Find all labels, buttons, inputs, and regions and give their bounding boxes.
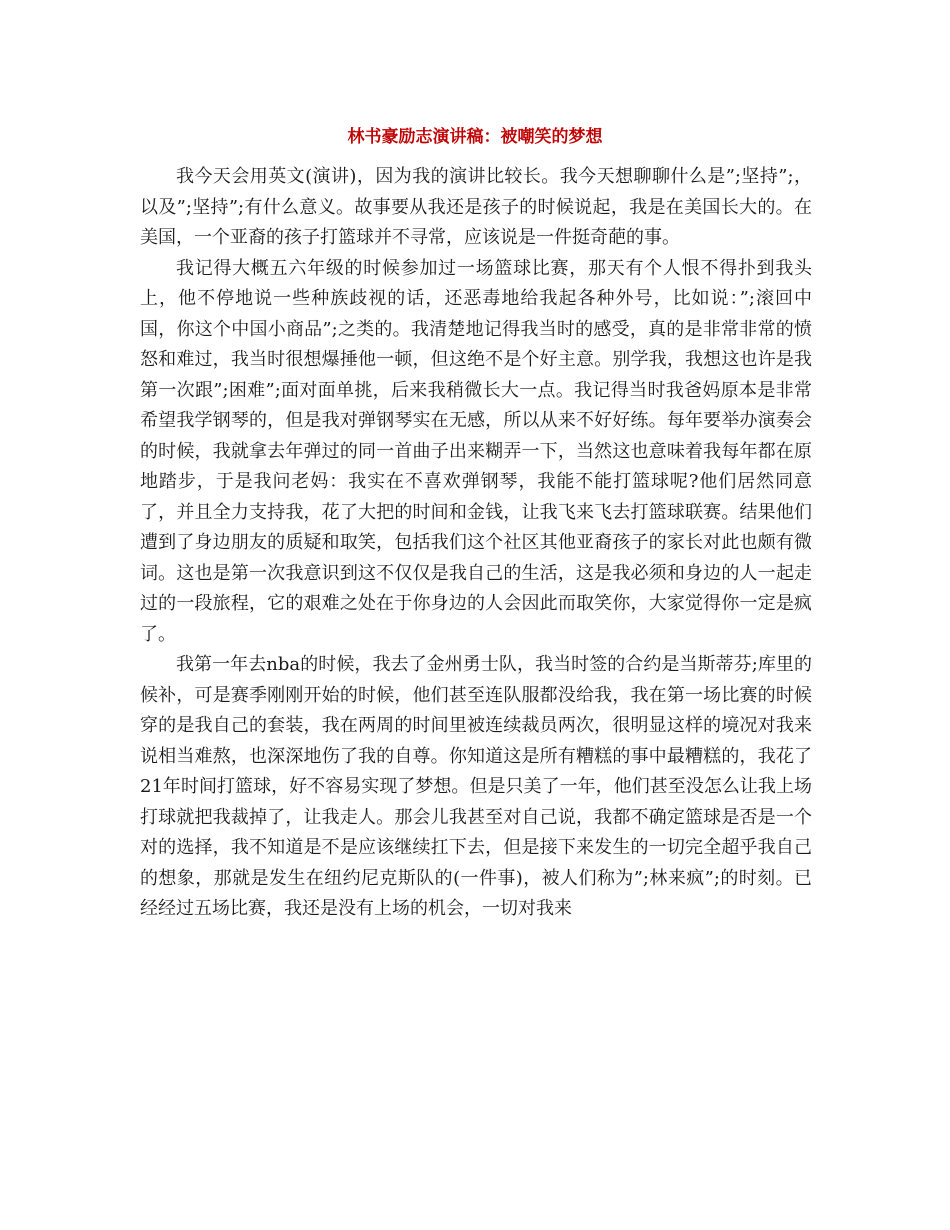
paragraph-3: 我第一年去nba的时候，我去了金州勇士队，我当时签的合约是当斯蒂芬;库里的候补，可是赛季刚刚开始的时候，他们甚至连队服都没给我，我在第一场比赛的时候穿的是我自己的套装，我在两周的时间里被连续裁员两次，很明显这样的境况对我来说相当难熬，也深深地伤了我的自尊。你知道这是所有糟糕的事中最糟糕的，我花了21年时间打篮球，好不容易实现了梦想。但是只美了一年，他们甚至没怎么让我上场打球就把我裁掉了，让我走人。那会儿我甚至对自己说，我都不确定篮球是否是一个对的选择，我不知道是不是应该继续扛下去，但是接下来发生的一切完全超乎我自己的想象，那就是发生在纽约尼克斯队的(一件事)，被人们称为”;林来疯”;的时刻。已经经过五场比赛，我还是没有上场的机会，一切对我来	[140, 654, 812, 919]
paragraph-1: 我今天会用英文(演讲)，因为我的演讲比较长。我今天想聊聊什么是”;坚持”;，以及”;坚持”;有什么意义。故事要从我还是孩子的时候说起，我是在美国长大的。在美国，一个亚裔的孩子打篮球并不寻常，应该说是一件挺奇葩的事。	[140, 166, 812, 248]
document-title: 林书豪励志演讲稿：被嘲笑的梦想	[347, 127, 603, 147]
document-body	[140, 162, 812, 925]
paragraph-2: 我记得大概五六年级的时候参加过一场篮球比赛，那天有个人恨不得扑到我头上，他不停地说一些种族歧视的话，还恶毒地给我起各种外号，比如说：”;滚回中国，你这个中国小商品”;之类的。我清楚地记得我当时的感受，真的是非常非常的愤怒和难过，我当时很想爆捶他一顿，但这绝不是个好主意。别学我，我想这也许是我第一次跟”;困难”;面对面单挑，后来我稍微长大一点。我记得当时我爸妈原本是非常希望我学钢琴的，但是我对弹钢琴实在无感，所以从来不好好练。每年要举办演奏会的时候，我就拿去年弹过的同一首曲子出来糊弄一下，当然这也意味着我每年都在原地踏步，于是我问老妈：我实在不喜欢弹钢琴，我能不能打篮球呢?他们居然同意了，并且全力支持我，花了大把的时间和金钱，让我飞来飞去打篮球联赛。结果他们遭到了身边朋友的质疑和取笑，包括我们这个社区其他亚裔孩子的家长对此也颇有微词。这也是第一次我意识到这不仅仅是我自己的生活，这是我必须和身边的人一起走过的一段旅程，它的艰难之处在于你身边的人会因此而取笑你，大家觉得你一定是疯了。	[140, 257, 812, 645]
